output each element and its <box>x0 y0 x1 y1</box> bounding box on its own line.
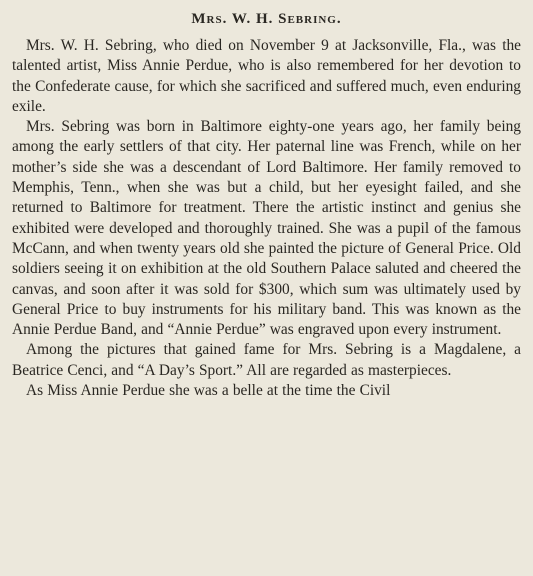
article-heading: Mrs. W. H. Sebring. <box>191 11 342 27</box>
paragraph-paintings: Among the pictures that gained fame for Mrs. Sebring is a Magdalene, a Beatrice Cenci, and “A Day’s Sport.” All are regarded as masterpieces. <box>12 341 521 379</box>
paragraph-death-notice: Mrs. W. H. Sebring, who died on November 9 at Jacksonville, Fla., was the talented artist, Miss Annie Perdue, who is also remembered for her devotion to the Confederate cause, for which she sacrificed and suffered much, even enduring exile. <box>12 37 521 115</box>
paragraph-biography: Mrs. Sebring was born in Baltimore eighty-one years ago, her family being among the early settlers of that city. Her paternal line was French, while on her mother’s side she was a descendant of Lord Baltimore. Her family removed to Memphis, Tenn., when she was but a child, but her eyesight failed, and she returned to Baltimore for treatment. There the artistic instinct and genius she exhibited were developed and thoroughly trained. She was a pupil of the famous McCann, and when twenty years old she painted the picture of General Price. Old soldiers seeing it on exhibition at the old Southern Palace saluted and cheered the canvas, and soon after it was sold for $300, which sum was ultimately used by General Price to buy instruments for his military band. This was known as the Annie Perdue Band, and “Annie Perdue” was engraved upon every instrument. <box>12 118 521 339</box>
paragraph-civil-war: As Miss Annie Perdue she was a belle at the time the Civil <box>26 382 391 400</box>
